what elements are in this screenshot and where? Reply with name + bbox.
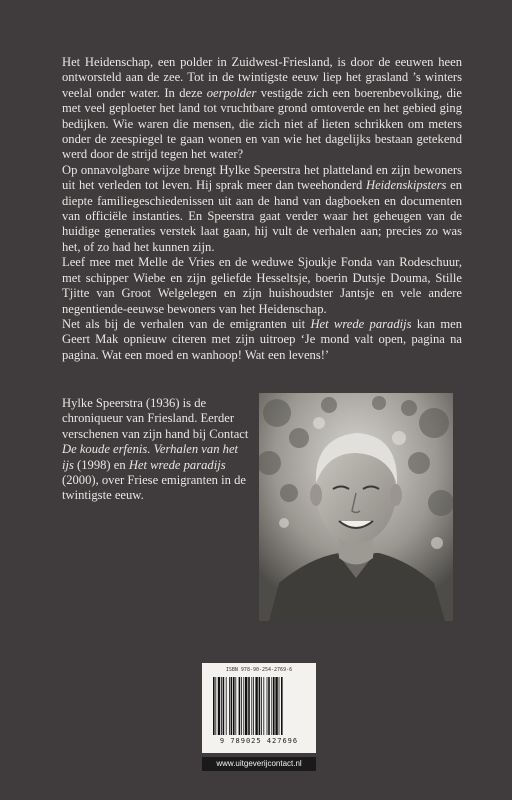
barcode-bar xyxy=(279,677,280,735)
barcode-bar xyxy=(259,677,261,735)
barcode-bar xyxy=(245,677,247,735)
publisher-url: www.uitgeverijcontact.nl xyxy=(202,757,316,771)
barcode-number: 9 789025 427696 xyxy=(219,737,299,745)
barcode-bars xyxy=(212,677,306,735)
barcode-bar xyxy=(271,677,272,735)
blurb-paragraph-1: Het Heidenschap, een polder in Zuidwest-Friesland, is door de eeuwen heen ontworsteld aan de zee. Tot in de twintigste eeuw liep het grasland ’s winters veelal onder water. In deze oerpolder vestigde zich een boerenbevolking, die met veel geploeter het land tot vruchtbare grond omtoverde en het gebied ging bedijken. Wie waren die mensen, die zich niet af lieten schrikken om meters onder de zeespiegel te gaan wonen en van wie het dagelijks bestaan getekend werd door de strijd tegen het water? xyxy=(62,55,462,162)
barcode-bar xyxy=(273,677,275,735)
barcode-bar xyxy=(255,677,257,735)
author-bio: Hylke Speerstra (1936) is de chroniqueur van Friesland. Eerder verschenen van zijn hand bij Contact De koude erfenis. Verhalen van het ijs (1998) en Het wrede paradijs (2000), over Friese emigranten in de twintigste eeuw. xyxy=(62,396,249,503)
isbn-text: ISBN 978-90-254-2769-6 xyxy=(225,667,293,673)
barcode-bar xyxy=(268,677,270,735)
barcode-bar xyxy=(243,677,244,735)
barcode-bar xyxy=(213,677,215,735)
barcode-bar xyxy=(248,677,250,735)
barcode-bar xyxy=(261,677,262,735)
barcode-bar xyxy=(263,677,264,735)
blurb-paragraph-4: Net als bij de verhalen van de emigranten uit Het wrede paradijs kan men Geert Mak opnieuw citeren met zijn uitroep ‘Je mond valt open, pagina na pagina. Wat een moed en wanhoop! Wat een levens!’ xyxy=(62,316,462,362)
blurb-paragraph-2: Op onnavolgbare wijze brengt Hylke Speerstra het platteland en zijn bewoners uit het verleden tot leven. Hij sprak meer dan tweehonderd Heidenskipsters en diepte familiegeschiedenissen uit aan de hand van dagboeken en documenten van officiële instanties. En Speerstra gaat verder waar het geheugen van de huidige generaties verstek laat gaan, hij vult de verhalen aan; precies zo was het, of zo had het kunnen zijn. xyxy=(62,162,462,254)
barcode-bar xyxy=(221,677,222,735)
barcode-bar xyxy=(251,677,252,735)
barcode-bar xyxy=(231,677,233,735)
barcode-bar xyxy=(226,677,227,735)
barcode-bar xyxy=(215,677,216,735)
barcode-bar xyxy=(241,677,242,735)
barcode-bar xyxy=(235,677,236,735)
author-photo xyxy=(259,393,453,621)
barcode-bar xyxy=(233,677,235,735)
isbn-barcode xyxy=(202,663,316,753)
barcode-bar xyxy=(218,677,220,735)
back-cover-blurb xyxy=(62,55,462,363)
barcode-bar xyxy=(267,677,268,735)
barcode-bar xyxy=(275,677,277,735)
barcode-bar xyxy=(239,677,241,735)
barcode-bar xyxy=(229,677,230,735)
barcode-bar xyxy=(223,677,225,735)
barcode-bar xyxy=(253,677,254,735)
blurb-paragraph-3: Leef mee met Melle de Vries en de weduwe Sjoukje Fonda van Rodeschuur, met schipper Wiebe en zijn geliefde Hesseltsje, boerin Dutsje Douma, Stille Tjitte van Groot Welgelegen en zijn huishoudster Jantsje en vele andere negentiende-eeuwse bewoners van het Heidenschap. xyxy=(62,255,462,316)
author-portrait-illustration xyxy=(259,393,453,621)
barcode-bar xyxy=(281,677,283,735)
